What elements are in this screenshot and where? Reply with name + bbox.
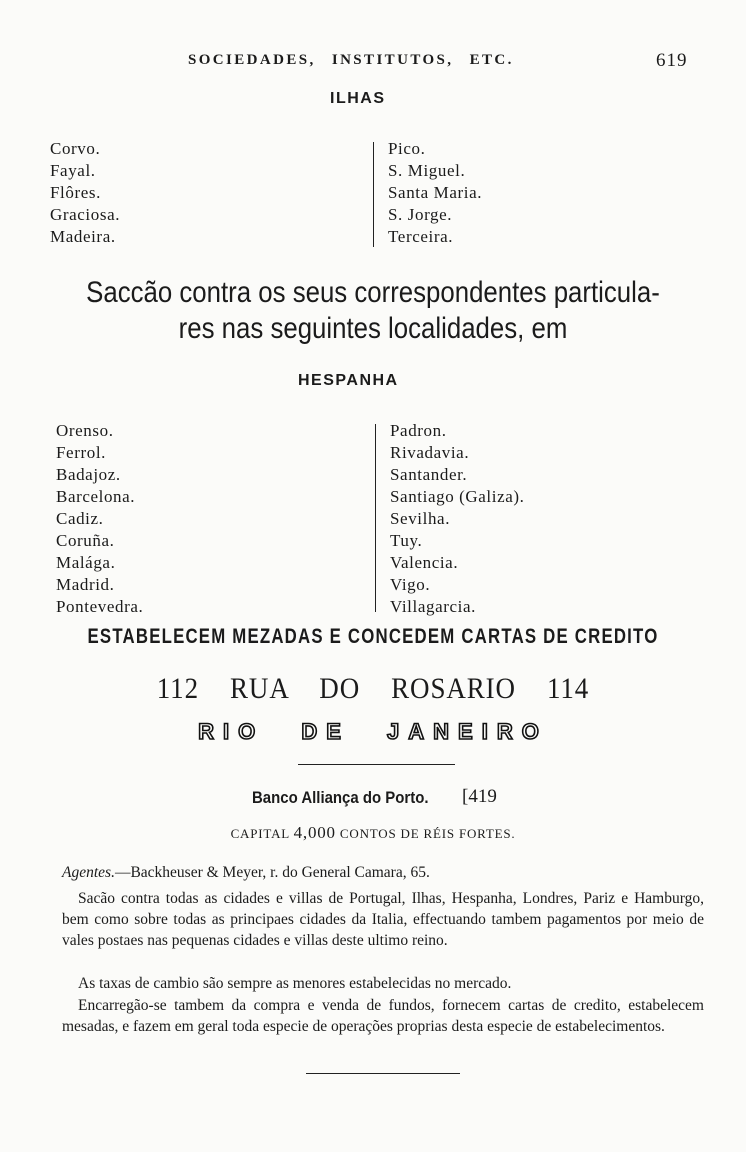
capital-rest: CONTOS DE RÉIS FORTES.	[339, 826, 516, 841]
list-item: Corvo.	[50, 139, 101, 158]
list-item: Padron.	[390, 421, 447, 440]
agents-text: —Backheuser & Meyer, r. do General Camara, 65.	[114, 864, 430, 881]
agents-label: Agentes.	[62, 864, 115, 881]
agents-line	[62, 862, 704, 883]
ilhas-left-column	[50, 138, 120, 248]
list-item: Villagarcia.	[390, 597, 476, 616]
list-item: Vigo.	[390, 575, 431, 594]
list-item: Santa Maria.	[388, 183, 483, 202]
capital-line	[0, 823, 746, 843]
paragraph-drafts: Sacão contra todas as cidades e villas de Portugal, Ilhas, Hespanha, Londres, Pariz e Hamburgo, bem como sobre todas as principaes cidades da Italia, effectuando tambem pagamentos por meio de vales postaes nas pequenas cidades e villas deste ultimo reino.	[62, 890, 704, 949]
paragraph-services: Encarregão-se tambem da compra e venda de fundos, fornecem cartas de credito, estabelecem mesadas, e fazem em geral toda especie de operações proprias desta especie de estabelecimentos.	[62, 997, 704, 1035]
list-item: S. Miguel.	[388, 161, 466, 180]
list-item: Sevilha.	[390, 509, 451, 528]
capital-label: CAPITAL	[230, 826, 290, 841]
list-item: Santiago (Galiza).	[390, 487, 525, 506]
street-address: 112 RUA DO ROSARIO 114	[156, 672, 590, 705]
list-item: Fayal.	[50, 161, 96, 180]
list-item: Santander.	[390, 465, 468, 484]
list-item: S. Jorge.	[388, 205, 453, 224]
list-item: Badajoz.	[56, 465, 121, 484]
saccao-heading-line2: res nas seguintes localidades, em	[178, 312, 568, 345]
entry-number: [419	[462, 786, 497, 807]
list-item: Orenso.	[56, 421, 114, 440]
column-divider	[373, 142, 374, 247]
city-name: RIO DE JANEIRO	[198, 719, 548, 744]
list-item: Flôres.	[50, 183, 101, 202]
paragraph-exchange: As taxas de cambio são sempre as menores estabelecidas no mercado.	[78, 975, 512, 992]
bank-name: Banco Alliança do Porto.	[252, 788, 429, 807]
list-item: Graciosa.	[50, 205, 121, 224]
capital-amount: 4,000	[293, 823, 336, 842]
list-item: Madrid.	[56, 575, 115, 594]
list-item: Valencia.	[390, 553, 459, 572]
page-number: 619	[656, 50, 688, 71]
list-item: Ferrol.	[56, 443, 106, 462]
list-item: Pontevedra.	[56, 597, 144, 616]
list-item: Pico.	[388, 139, 426, 158]
list-item: Rivadavia.	[390, 443, 470, 462]
list-item: Malága.	[56, 553, 116, 572]
column-divider	[375, 424, 376, 612]
ilhas-title: ILHAS	[330, 90, 386, 107]
divider-rule	[298, 764, 455, 765]
saccao-heading-line1: Saccão contra os seus correspondentes particula-	[86, 276, 660, 309]
list-item: Tuy.	[390, 531, 423, 550]
list-item: Coruña.	[56, 531, 115, 550]
ilhas-right-column	[388, 138, 482, 248]
running-title: SOCIEDADES, INSTITUTOS, ETC.	[188, 52, 514, 68]
estabelecem-banner: ESTABELECEM MEZADAS E CONCEDEM CARTAS DE CREDITO	[87, 625, 659, 648]
list-item: Cadiz.	[56, 509, 104, 528]
hespanha-right-column	[390, 420, 524, 618]
divider-rule	[306, 1073, 460, 1074]
list-item: Barcelona.	[56, 487, 136, 506]
hespanha-left-column	[56, 420, 143, 618]
list-item: Madeira.	[50, 227, 116, 246]
list-item: Terceira.	[388, 227, 454, 246]
hespanha-title: HESPANHA	[298, 372, 399, 389]
